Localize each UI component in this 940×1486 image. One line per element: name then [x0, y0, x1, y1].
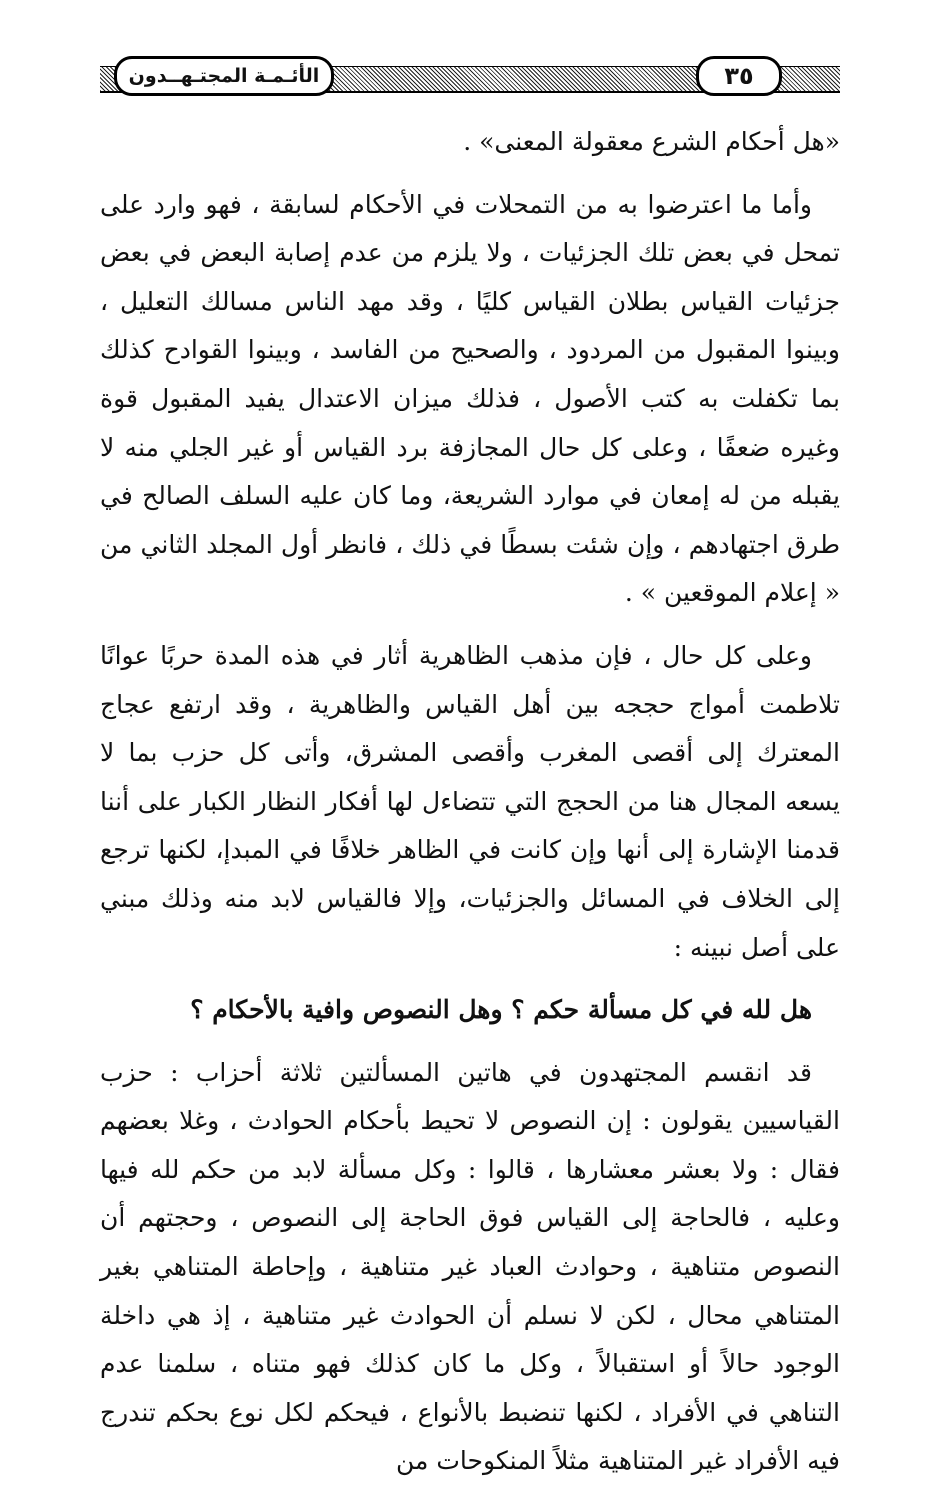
paragraph: وأما ما اعترضوا به من التمحلات في الأحكام لسابقة ، فهو وارد على تمحل في بعض تلك الجزئيات ، ولا يلزم من عدم إصابة البعض في بعض جزئيات القياس بطلان القياس كليًا ، وقد مهد الناس مسالك التعليل ، وبينوا المقبول من المردود ، والصحيح من الفاسد ، وبينوا القوادح كذلك بما تكفلت به كتب الأصول ، فذلك ميزان الاعتدال يفيد المقبول قوة وغيره ضعفًا ، وعلى كل حال المجازفة برد القياس أو غير الجلي منه لا يقبله من له إمعان في موارد الشريعة، وما كان عليه السلف الصالح في طرق اجتهادهم ، وإن شئت بسطًا في ذلك ، فانظر أول المجلد الثاني من « إعلام الموقعين » .: [100, 189, 840, 608]
running-title-box: [114, 56, 334, 96]
page-number-box: [696, 56, 782, 96]
running-title: الأئـمـة المجتـهــدون: [128, 65, 320, 87]
page-header: [100, 56, 840, 104]
section-heading: هل لله في كل مسألة حكم ؟ وهل النصوص وافية بالأحكام ؟: [190, 995, 812, 1025]
paragraph: قد انقسم المجتهدون في هاتين المسألتين ثلاثة أحزاب : حزب القياسيين يقولون : إن النصوص لا تحيط بأحكام الحوادث ، وغلا بعضهم فقال : ولا بعشر معشارها ، قالوا : وكل مسألة لابد من حكم لله فيها وعليه ، فالحاجة إلى القياس فوق الحاجة إلى النصوص ، وحجتهم أن النصوص متناهية ، وحوادث العباد غير متناهية ، وإحاطة المتناهي بغير المتناهي محال ، لكن لا نسلم أن الحوادث غير متناهية ، إذ هي داخلة الوجود حالاً أو استقبالاً ، وكل ما كان كذلك فهو متناه ، سلمنا عدم التناهي في الأفراد ، لكنها تنضبط بالأنواع ، فيحكم لكل نوع بحكم تندرج فيه الأفراد غير المتناهية مثلاً المنكوحات من: [100, 1057, 840, 1476]
paragraph-continued: «هل أحكام الشرع معقولة المعنى» .: [463, 127, 840, 156]
page-body: [100, 118, 840, 1486]
paragraph: وعلى كل حال ، فإن مذهب الظاهرية أثار في هذه المدة حربًا عوانًا تلاطمت أمواج حججه بين أهل القياس والظاهرية ، وقد ارتفع عجاج المعترك إلى أقصى المغرب وأقصى المشرق، وأتى كل حزب بما لا يسعه المجال هنا من الحجج التي تتضاءل لها أفكار النظار الكبار على أننا قدمنا الإشارة إلى أنها وإن كانت في الظاهر خلافًا في المبدإ، لكنها ترجع إلى الخلاف في المسائل والجزئيات، وإلا فالقياس لابد منه وذلك مبني على أصل نبينه :: [100, 640, 840, 962]
page-number: ٣٥: [724, 62, 754, 90]
